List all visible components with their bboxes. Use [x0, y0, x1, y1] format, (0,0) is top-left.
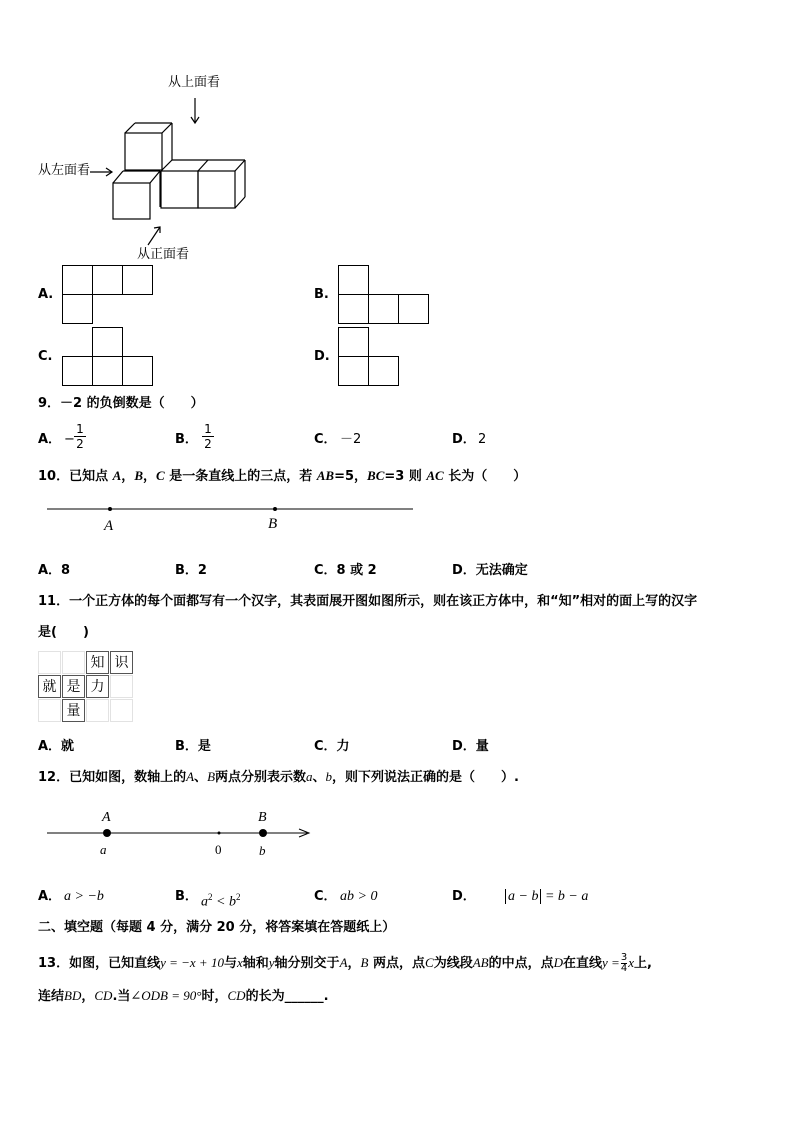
q12-option-d-expr: a − b = b − a: [505, 889, 588, 905]
q11-stem-line1: 11．一个正方体的每个面都写有一个汉字，其表面展开图如图所示，则在该正方体中，和“知”相对的面上写的汉字: [38, 594, 698, 609]
q11-cube-net: [38, 651, 138, 726]
q9-option-d-text: 2: [478, 432, 487, 447]
q12-option-a-expr: a > −b: [64, 889, 104, 904]
net-cell-shi2: 是: [62, 675, 85, 698]
q12-option-a-key: A．: [38, 889, 62, 904]
q12-number-line: [45, 824, 315, 842]
q12-option-b-expr: $a^2 < b^2$: [201, 892, 241, 910]
net-cell-shi: 识: [110, 651, 133, 674]
q12-label-zero: 0: [215, 842, 222, 857]
q9-option-c-text: －2: [340, 432, 362, 447]
q12-stem: 12．已知如图，数轴上的A、B两点分别表示数a、b，则下列说法正确的是（ ）.: [38, 769, 519, 785]
q9-option-a-fraction: [74, 422, 86, 451]
q9-option-a-key: A．: [38, 432, 62, 447]
q12-option-b-key: B．: [175, 889, 198, 904]
q10-option-b: B．2: [175, 563, 207, 578]
q12-point-a: [103, 829, 111, 837]
label-top-view: 从上面看: [168, 75, 221, 90]
q8-option-c-figure: [62, 327, 152, 387]
q9-option-a-sign: −: [64, 432, 75, 447]
q12-option-c-key: C．: [314, 889, 337, 904]
net-cell-li: 力: [86, 675, 109, 698]
q10-option-a: A．8: [38, 563, 71, 578]
q8-option-d-figure: [338, 327, 398, 387]
q9-option-b-denominator: 2: [204, 437, 212, 451]
q10-stem: 10．已知点 A，B，C 是一条直线上的三点，若 AB=5，BC=3 则 AC 长为（ ）: [38, 468, 527, 484]
q11-option-d: D．量: [452, 739, 489, 754]
q12-label-lower-b: b: [259, 843, 266, 858]
q11-option-c: C．力: [314, 739, 350, 754]
q9-option-b-key: B．: [175, 432, 198, 447]
net-cell-zhi: 知: [86, 651, 109, 674]
q12-origin-tick: [218, 832, 221, 835]
q9-option-b-numerator: 1: [204, 422, 212, 436]
cube-stack-figure: [90, 90, 260, 250]
q9-stem: 9．－2 的负倒数是（ ）: [38, 396, 204, 411]
q11-stem-line2: 是( ): [38, 625, 89, 640]
q13-line1: 13．如图，已知直线y = −x + 10与x轴和y轴分别交于A，B 两点，点C为线段AB的中点，点D在直线y = $\frac{3}{4}$ x上,: [38, 952, 652, 974]
net-cell-liang: 量: [62, 699, 85, 722]
net-cell-jiu: 就: [38, 675, 61, 698]
q8-option-a-key: A.: [38, 287, 54, 302]
q10-point-a: [108, 507, 112, 511]
q10-option-d: D．无法确定: [452, 563, 528, 578]
label-left-view: 从左面看: [38, 163, 91, 178]
q12-option-c-expr: ab > 0: [340, 889, 378, 904]
q12-option-d-key: D．: [452, 889, 476, 904]
q9-option-a-denominator: 2: [76, 437, 84, 451]
q11-option-a: A．就: [38, 739, 75, 754]
q12-label-lower-a: a: [100, 842, 107, 857]
q9-option-c-key: C．: [314, 432, 337, 447]
q12-label-upper-a: A: [102, 810, 111, 825]
q8-option-b-key: B.: [314, 287, 329, 302]
q10-point-b: [273, 507, 277, 511]
q10-option-c: C．8 或 2: [314, 563, 377, 578]
section-2-title: 二、填空题（每题 4 分，满分 20 分，将答案填在答题纸上）: [38, 920, 396, 935]
q9-option-a-numerator: 1: [76, 422, 84, 436]
label-front-view: 从正面看: [137, 247, 190, 262]
q10-label-a: A: [104, 518, 114, 534]
q10-line-figure: [45, 503, 415, 515]
q10-label-b: B: [268, 516, 278, 532]
q9-option-b-fraction: [202, 422, 214, 451]
q8-option-d-key: D.: [314, 349, 330, 364]
q12-label-upper-b: B: [258, 810, 267, 825]
q8-option-a-figure: [62, 265, 152, 325]
q12-point-b: [259, 829, 267, 837]
q13-line2: 连结BD，CD.当∠ODB = 90°时，CD的长为______.: [38, 988, 329, 1004]
q9-option-d-key: D．: [452, 432, 476, 447]
q8-option-b-figure: [338, 265, 428, 325]
q8-option-c-key: C.: [38, 349, 53, 364]
q11-option-b: B．是: [175, 739, 211, 754]
